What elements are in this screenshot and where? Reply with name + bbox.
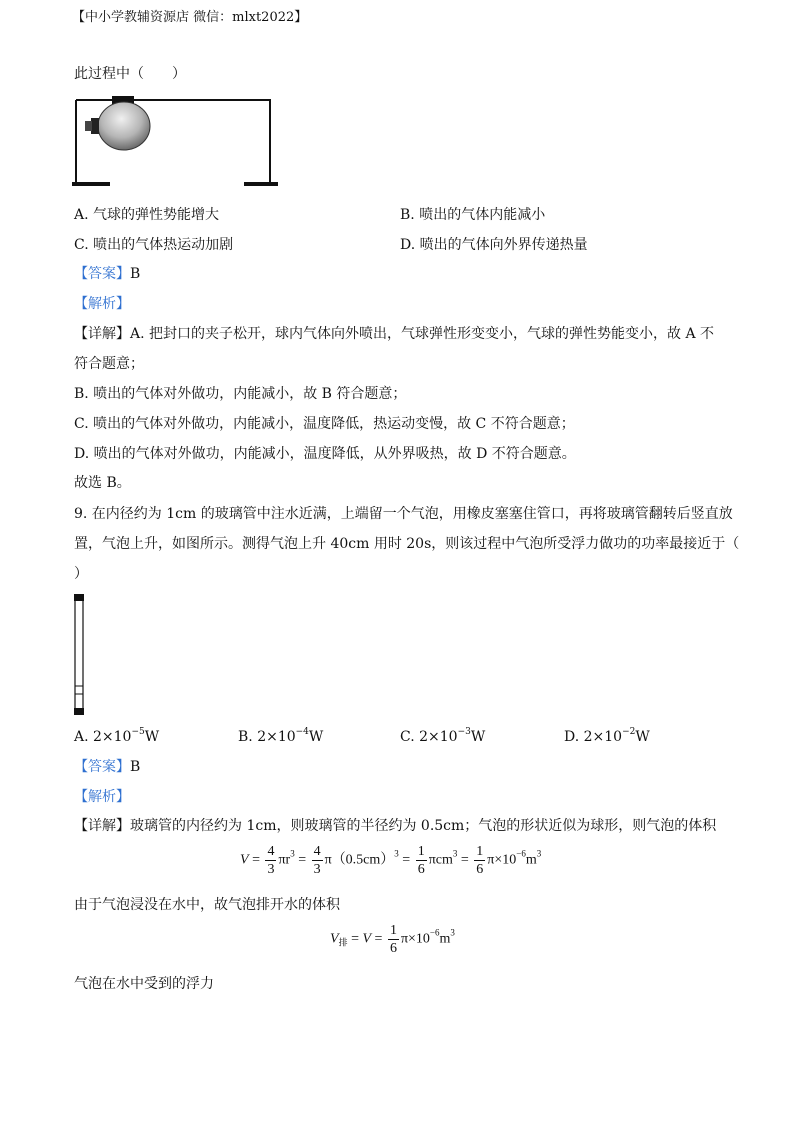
answer-tag: 【答案】 (74, 266, 130, 282)
detail-tag: 【详解】 (74, 326, 130, 342)
glass-tube-figure (70, 594, 90, 718)
q8-option-b: B. 喷出的气体内能减小 (400, 207, 546, 223)
q8-option-a: A. 气球的弹性势能增大 (74, 207, 220, 223)
q8-option-d: D. 喷出的气体向外界传递热量 (400, 237, 588, 253)
q9-answer (74, 757, 140, 777)
balloon-apparatus-figure (72, 96, 282, 190)
header-watermark: 【中小学教辅资源店 微信：mlxt2022】 (72, 10, 308, 25)
detail-text: 玻璃管的内径约为 1cm，则玻璃管的半径约为 0.5cm；气泡的形状近似为球形，则气泡的体积 (130, 818, 717, 834)
q8-option-c: C. 喷出的气体热运动加剧 (74, 237, 234, 253)
q9-option-b: B. $2\times 10^{-4}W$ (238, 727, 324, 745)
q8-detail-1a (74, 324, 714, 344)
q9-option-c: C. $2\times 10^{-3}W$ (400, 727, 486, 745)
q9-detail-3: 气泡在水中受到的浮力 (74, 976, 214, 992)
q9-detail-2: 由于气泡浸没在水中，故气泡排开水的体积 (74, 897, 340, 913)
q8-detail-2: B. 喷出的气体对外做功，内能减小，故 B 符合题意； (74, 386, 407, 402)
displaced-volume-formula: $V_排 = V$ = $\frac{1}{6}$ $\pi\times 10^{-6}m^3$ (330, 923, 455, 956)
q9-option-d: D. $2\times 10^{-2}W$ (564, 727, 650, 745)
volume-formula: V = $\frac{4}{3}$ $\pi r^3$ = $\frac{4}{3}$ $\pi(0.5cm)^3$ = $\frac{1}{6}$ πcm$^3$ = $\frac{1}{6}$ $\pi\times 10^{-6}m^3$ (240, 844, 542, 877)
q8-detail-3: C. 喷出的气体对外做功，内能减小，温度降低，热运动变慢，故 C 不符合题意； (74, 416, 575, 432)
q9-stem-1: 9. 在内径约为 1cm 的玻璃管中注水近满，上端留一个气泡，用橡皮塞塞住管口，再将玻璃管翻转后竖直放 (74, 506, 733, 522)
answer-value: B (130, 759, 141, 775)
q8-answer (74, 264, 140, 284)
q9-option-a: A. $2\times 10^{-5}W$ (74, 727, 160, 745)
q9-stem-3: ） (74, 566, 88, 582)
q8-analysis-tag: 【解析】 (74, 296, 130, 312)
detail-tag: 【详解】 (74, 818, 130, 834)
q9-analysis-tag: 【解析】 (74, 789, 130, 805)
answer-value: B (130, 266, 141, 282)
q8-detail-4: D. 喷出的气体对外做功，内能减小，温度降低，从外界吸热，故 D 不符合题意。 (74, 446, 576, 462)
q8-detail-1b: 符合题意； (74, 356, 144, 372)
detail-text: A. 把封口的夹子松开，球内气体向外喷出，气球弹性形变变小，气球的弹性势能变小，故 A 不 (130, 326, 715, 342)
answer-tag: 【答案】 (74, 759, 130, 775)
q9-stem-2: 置，气泡上升，如图所示。测得气泡上升 40cm 用时 20s，则该过程中气泡所受浮力做功的功率最接近于（ (74, 536, 740, 552)
q8-conclusion: 故选 B。 (74, 475, 131, 491)
q8-stem-tail: 此过程中（ ） (74, 66, 186, 82)
q9-detail-1 (74, 816, 716, 836)
